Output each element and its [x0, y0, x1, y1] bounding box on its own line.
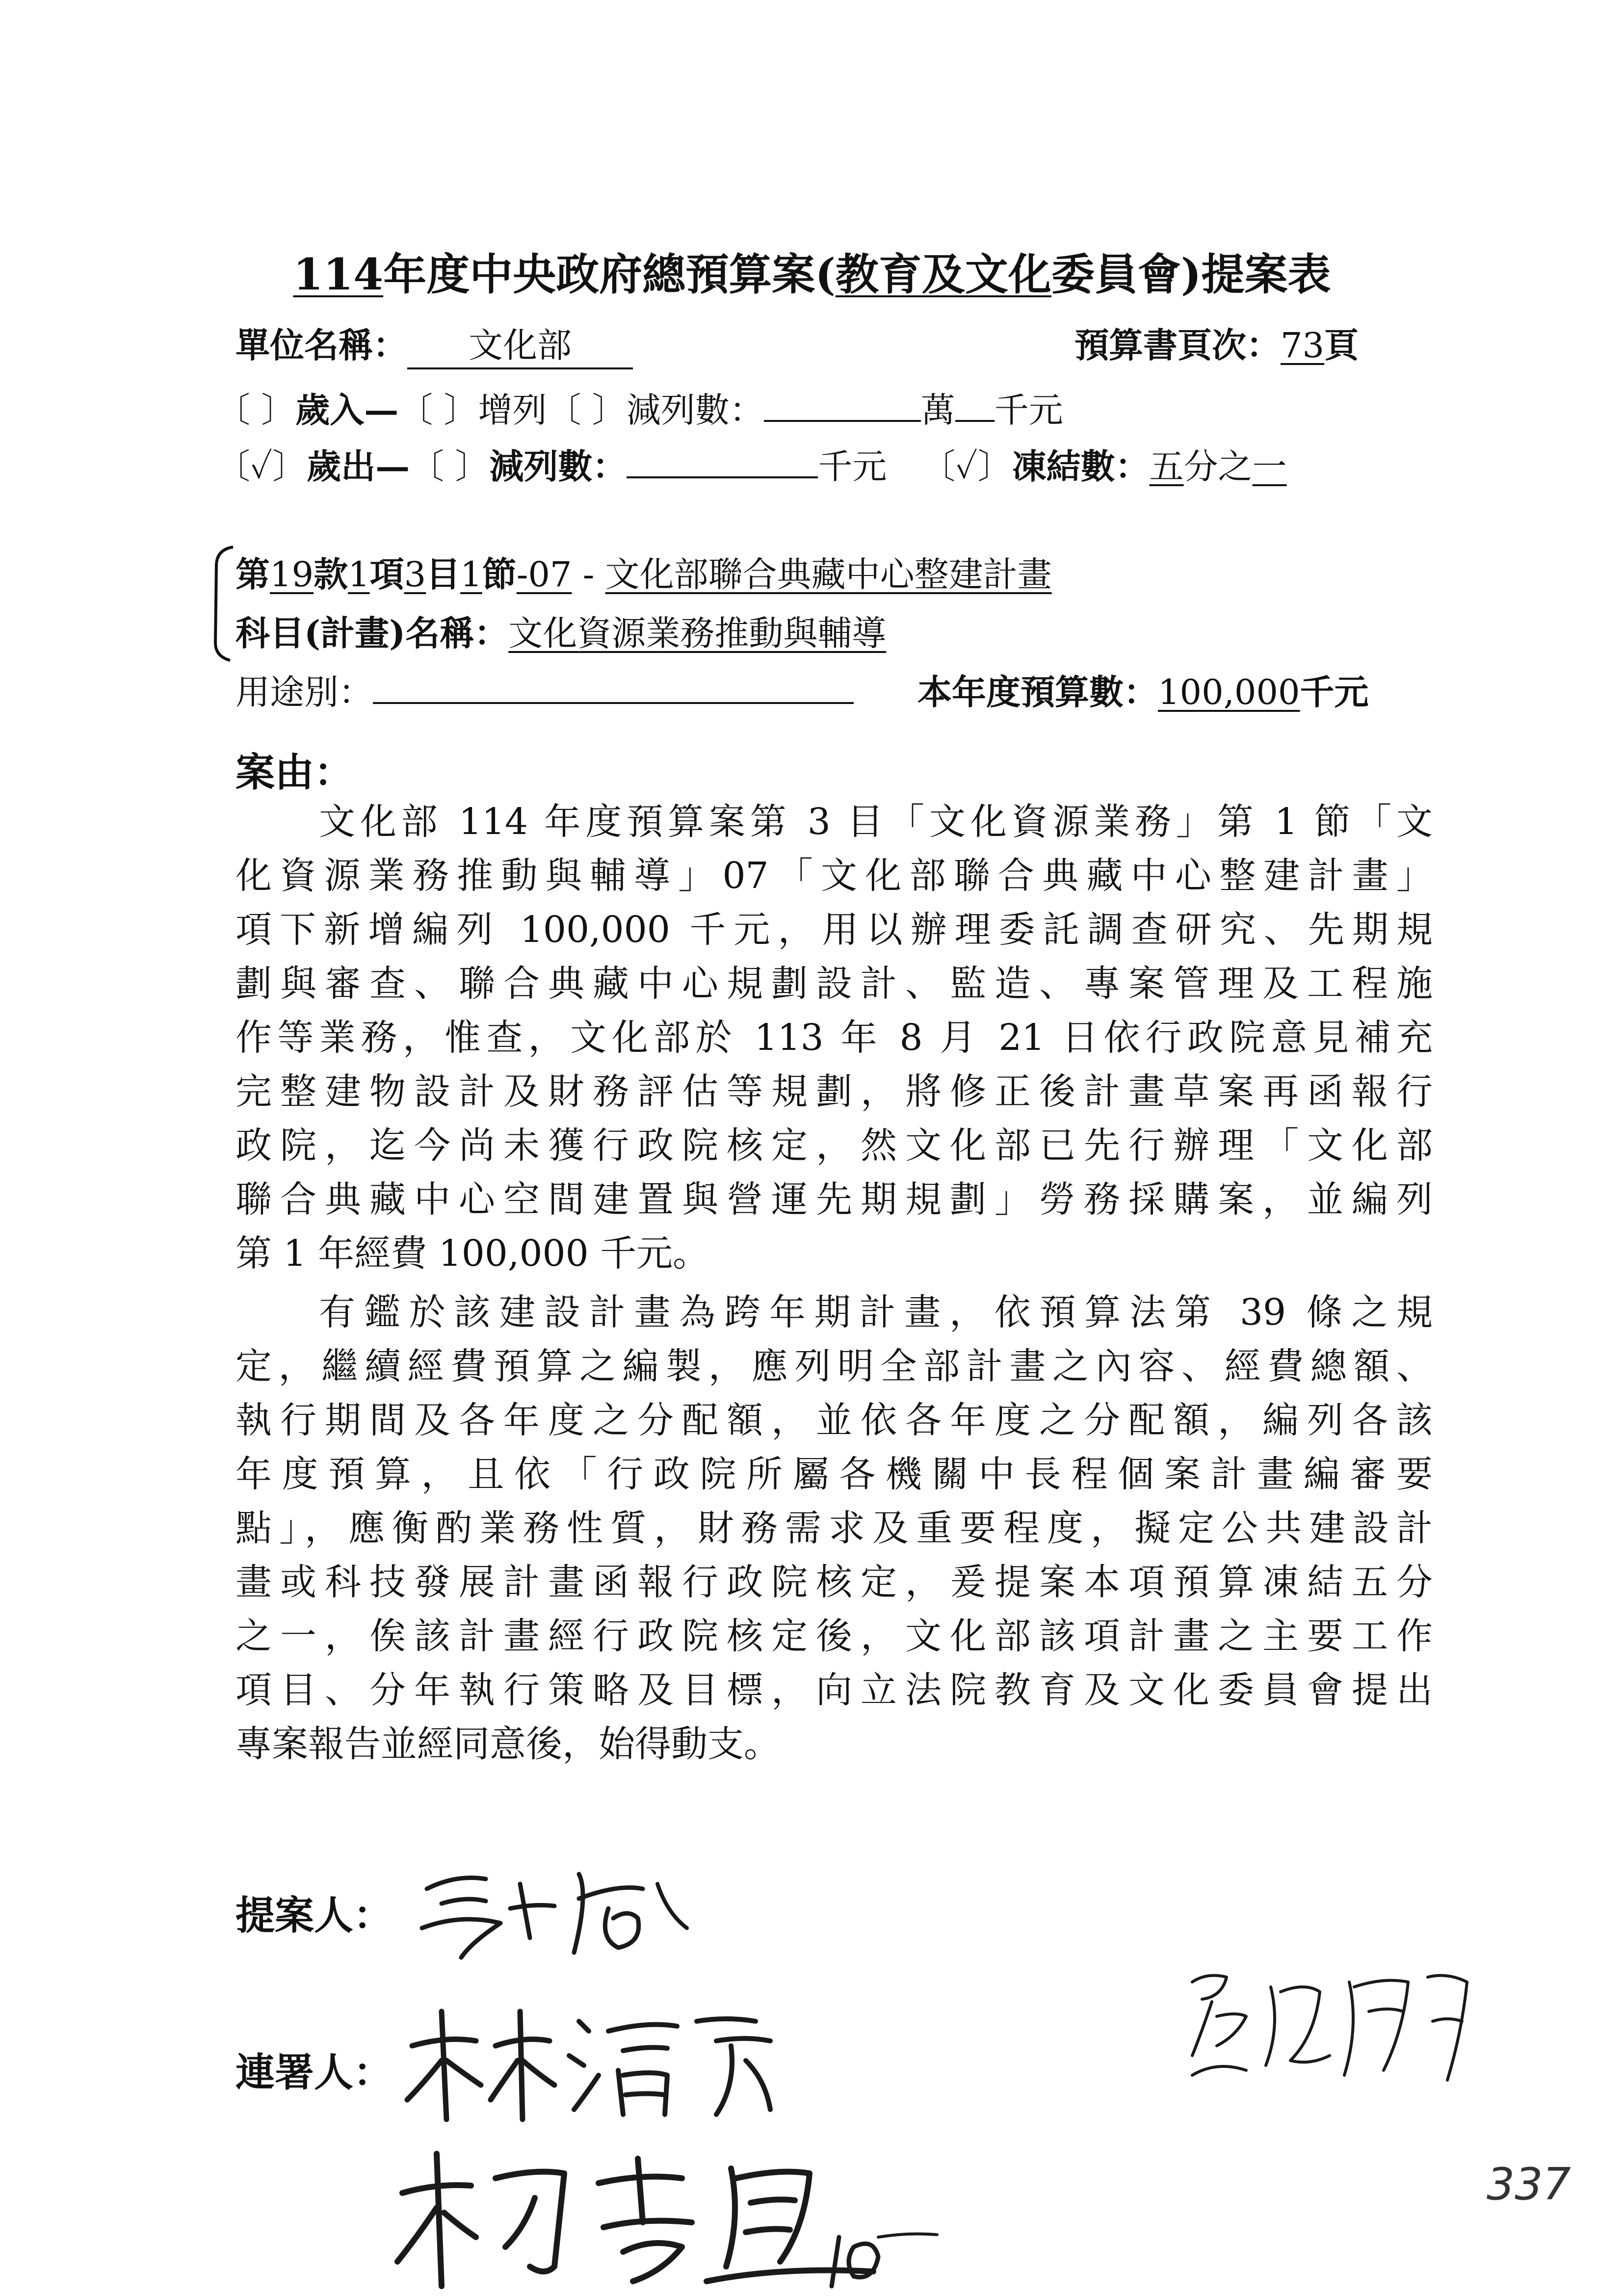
- page-number: 337: [1487, 2159, 1571, 2210]
- title-tail: 委員會)提案表: [1051, 249, 1331, 300]
- document-title: [0, 240, 1624, 302]
- expense-line: [216, 439, 1287, 489]
- p1-line: 作等業務，惟查，文化部於 113 年 8 月 21 日依行政院意見補充: [236, 1017, 1433, 1059]
- cosigner-signature-1: [393, 2002, 785, 2129]
- xiang-unit: 項: [369, 554, 404, 595]
- expense-checkbox: 〔✓〕: [216, 446, 307, 487]
- xiang-number: 1: [348, 554, 370, 595]
- unit-label: 單位名稱：: [236, 325, 407, 365]
- subject-label: 科目(計畫)名稱：: [236, 613, 509, 653]
- budget-unit: 千元: [1300, 672, 1369, 712]
- expense-label: 歲出—: [307, 446, 410, 487]
- p1-line: 文化部 114 年度預算案第 3 目「文化資源業務」第 1 節「文: [319, 801, 1433, 843]
- item-dash: -: [572, 554, 605, 595]
- p2-line: 有鑑於該建設計畫為跨年期計畫，依預算法第 39 條之規: [319, 1291, 1433, 1333]
- p2-line: 定，繼續經費預算之編製，應列明全部計畫之內容、經費總額、: [236, 1345, 1433, 1387]
- usage-label: 用途別：: [236, 672, 373, 712]
- page-value: 73: [1281, 325, 1325, 365]
- decrease-checkbox: 〔 〕: [547, 390, 627, 430]
- item-code: -07: [516, 554, 572, 595]
- qian-unit: 千元: [994, 390, 1063, 430]
- reason-paragraph-2: [236, 1285, 1433, 1771]
- expense-decrease-label: 減列數：: [489, 446, 627, 487]
- increase-label: 增列: [478, 390, 547, 430]
- expense-qian-unit: 千元: [818, 446, 887, 487]
- mu-number: 3: [404, 554, 426, 595]
- subject-line: [236, 606, 886, 655]
- kuan-unit: 款: [314, 554, 348, 595]
- p1-line: 完整建物設計及財務評估等規劃，將修正後計畫草案再函報行: [236, 1070, 1433, 1113]
- expense-decrease-checkbox: 〔 〕: [410, 446, 490, 487]
- p2-line: 畫或科技發展計畫函報行政院核定，爰提案本項預算凍結五分: [236, 1561, 1433, 1603]
- expense-amount-blank: [627, 476, 818, 478]
- proposer-label: 提案人：: [236, 1892, 393, 1938]
- increase-checkbox: 〔 〕: [398, 390, 478, 430]
- p2-line: 執行期間及各年度之分配額，並依各年度之分配額，編列各該: [236, 1399, 1433, 1441]
- revenue-label: 歲入—: [295, 390, 399, 430]
- revenue-line: [216, 383, 1063, 432]
- p1-line: 政院，迄今尚未獲行政院核定，然文化部已先行辦理「文化部: [236, 1124, 1433, 1167]
- kuan-number: 19: [270, 554, 314, 595]
- freeze-value-1: 五: [1149, 446, 1184, 487]
- title-mid: 年度中央政府總預算案(: [383, 249, 836, 300]
- freeze-value-3: 一: [1252, 446, 1287, 487]
- p1-line: 劃與審查、聯合典藏中心規劃設計、監造、專案管理及工程施: [236, 963, 1433, 1005]
- p2-line: 年度預算，且依「行政院所屬各機關中長程個案計畫編審要: [236, 1453, 1433, 1495]
- usage-line: [236, 665, 854, 714]
- p1-line: 聯合典藏中心空間建置與營運先期規劃」勞務採購案，並編列: [236, 1178, 1433, 1221]
- reason-paragraph-1: [236, 795, 1433, 1280]
- plan-name: 文化部聯合典藏中心整建計畫: [605, 554, 1052, 595]
- page-ref: [1074, 318, 1359, 367]
- jie-number: 1: [460, 554, 482, 595]
- unit-value: [407, 318, 633, 369]
- reason-label: 案由：: [236, 749, 353, 795]
- title-committee: 教育及文化: [835, 249, 1051, 300]
- p2-line: 項目、分年執行策略及目標，向立法院教育及文化委員會提出: [236, 1669, 1433, 1711]
- left-brace: [209, 545, 238, 662]
- mu-unit: 目: [426, 554, 461, 595]
- kuan-label: 第: [236, 554, 270, 595]
- revenue-small-blank: [955, 420, 995, 422]
- proposer-signature: [412, 1854, 716, 1967]
- cosigner-signature-3: [1173, 1953, 1487, 2100]
- freeze-value-2: 分之: [1183, 446, 1253, 487]
- p2-line: 專案報告並經同意後，始得動支。: [236, 1723, 780, 1765]
- page-suffix: 頁: [1324, 325, 1359, 365]
- p2-line: 點」，應衡酌業務性質，財務需求及重要程度，擬定公共建設計: [236, 1507, 1433, 1549]
- page-label: 預算書頁次：: [1074, 325, 1281, 365]
- decrease-label: 減列數：: [626, 390, 764, 430]
- freeze-label: 凍結數：: [1012, 446, 1150, 487]
- cosigner-label: 連署人：: [236, 2049, 393, 2095]
- unit-value-text: 文化部: [469, 325, 572, 365]
- budget-label: 本年度預算數：: [917, 672, 1158, 712]
- wan-unit: 萬: [920, 390, 955, 430]
- title-year: 114: [293, 249, 384, 300]
- revenue-checkbox: 〔 〕: [216, 390, 296, 430]
- revenue-amount-blank: [764, 420, 921, 422]
- subject-name: 文化資源業務推動與輔導: [508, 613, 887, 653]
- p1-line: 項下新增編列 100,000 千元，用以辦理委託調查研究、先期規: [236, 909, 1433, 951]
- freeze-checkbox: 〔✓〕: [921, 446, 1012, 487]
- usage-blank: [373, 702, 854, 704]
- budget-line: [917, 665, 1368, 714]
- budget-value: 100,000: [1158, 672, 1300, 712]
- unit-row: [236, 318, 633, 369]
- item-line: [236, 547, 1052, 597]
- p2-line: 之一，俟該計畫經行政院核定後，文化部該項計畫之主要工作: [236, 1615, 1433, 1657]
- p1-line: 第 1 年經費 100,000 千元。: [236, 1232, 709, 1275]
- cosigner-signature-2: [388, 2139, 1025, 2296]
- jie-unit: 節: [482, 554, 517, 595]
- p1-line: 化資源業務推動與輔導」07「文化部聯合典藏中心整建計畫」: [236, 855, 1433, 897]
